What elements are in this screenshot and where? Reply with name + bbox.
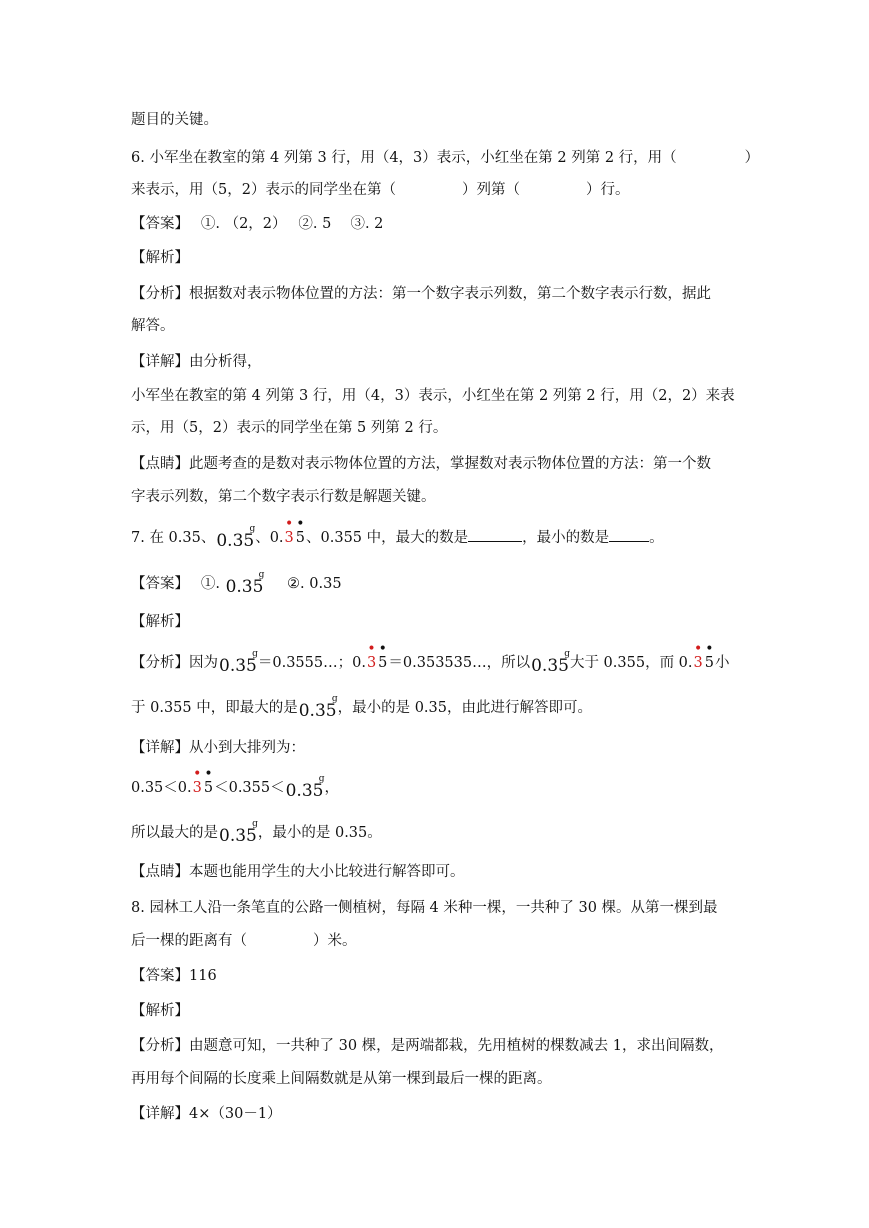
text: ，最小的数是 xyxy=(522,530,610,546)
text: 。 xyxy=(649,530,664,546)
text-line: 题目的关键。 xyxy=(131,112,218,128)
text: 、0.355 中，最大的数是 xyxy=(306,530,469,546)
analysis-6-cont: 解答。 xyxy=(131,318,175,334)
repeating-number: 0.35 g xyxy=(298,694,338,721)
repeating-number: 0.35 g xyxy=(531,649,570,676)
repeating-number: 0.35 g xyxy=(216,524,256,551)
analysis-7-cont xyxy=(131,694,592,721)
text: ＜0.355＜ xyxy=(214,780,285,796)
repeating-digit-5: • 5 xyxy=(295,516,306,546)
detail-7-line-3 xyxy=(131,819,382,846)
text: 所以最大的是 xyxy=(131,825,218,841)
question-6-line-1 xyxy=(131,148,759,168)
repeating-number: 0.35 g xyxy=(219,819,258,846)
repeating-digit-5: • 5 xyxy=(203,766,214,796)
analysis-header-7: 【解析】 xyxy=(131,614,189,630)
analysis-8-cont: 再用每个间隔的长度乘上间隔数就是从第一棵到最后一棵的距离。 xyxy=(131,1071,552,1087)
text: ＝0.3555…；0. xyxy=(257,655,366,671)
text: 【分析】因为 xyxy=(131,655,218,671)
detail-7: 【详解】从小到大排列为： xyxy=(131,740,305,756)
text: 于 0.355 中，即最大的是 xyxy=(131,700,298,716)
repeating-digit-3: • 3 xyxy=(284,516,294,546)
text: ）米。 xyxy=(313,933,357,949)
text: ②. 0.35 xyxy=(287,576,342,592)
text: 【答案】 ①. xyxy=(131,576,220,592)
question-8-line-1: 8. 园林工人沿一条笔直的公路一侧植树，每隔 4 米种一棵，一共种了 30 棵。从第一棵到最 xyxy=(131,900,718,916)
comment-7: 【点睛】本题也能用学生的大小比较进行解答即可。 xyxy=(131,864,465,880)
question-7 xyxy=(131,516,664,551)
text: 后一棵的距离有（ xyxy=(131,933,247,949)
repeating-digit-3: • 3 xyxy=(693,641,703,671)
repeating-number: 0.35 g xyxy=(225,570,265,597)
answer-blank xyxy=(609,527,649,542)
detail-6-line-3: 示，用（5，2）表示的同学坐在第 5 列第 2 行。 xyxy=(131,420,448,436)
text: ）行。 xyxy=(585,182,630,198)
analysis-6: 【分析】根据数对表示物体位置的方法：第一个数字表示列数，第二个数字表示行数，据此 xyxy=(131,286,711,302)
repeating-digit-5: • 5 xyxy=(704,641,714,671)
analysis-7 xyxy=(131,641,730,676)
repeating-digit-3: • 3 xyxy=(366,641,377,671)
text: ，最小的是 0.35，由此进行解答即可。 xyxy=(337,700,592,716)
text: ＝0.353535…，所以 xyxy=(388,655,531,671)
repeating-number: 0.35 g xyxy=(285,774,325,801)
text: ） xyxy=(744,150,760,166)
detail-7-line-2 xyxy=(131,766,339,801)
repeating-digit-3: • 3 xyxy=(192,766,202,796)
answer-6: 【答案】 ①. （2，2） ②. 5 ③. 2 xyxy=(131,216,384,232)
detail-8: 【详解】4×（30－1） xyxy=(131,1106,282,1122)
text: ， xyxy=(324,780,339,796)
answer-7 xyxy=(131,570,342,597)
answer-blank xyxy=(468,527,522,542)
question-6-line-2 xyxy=(131,180,629,200)
question-8-line-2 xyxy=(131,931,357,951)
analysis-header-8: 【解析】 xyxy=(131,1003,189,1019)
text: 7. 在 0.35、 xyxy=(131,530,216,546)
text: ）列第（ xyxy=(461,182,520,198)
comment-6: 【点睛】此题考查的是数对表示物体位置的方法，掌握数对表示物体位置的方法：第一个数 xyxy=(131,456,711,472)
detail-6-line-2: 小军坐在教室的第 4 列第 3 行，用（4，3）表示，小红坐在第 2 列第 2 行，用（2，2）来表 xyxy=(131,388,735,404)
detail-6: 【详解】由分析得， xyxy=(131,354,262,370)
text: 小 xyxy=(715,655,730,671)
comment-6-cont: 字表示列数，第二个数字表示行数是解题关键。 xyxy=(131,489,436,505)
repeating-digit-5: • 5 xyxy=(378,641,388,671)
text: 大于 0.355，而 0. xyxy=(569,655,693,671)
text: 0.35＜0. xyxy=(131,780,192,796)
text: 6. 小军坐在教室的第 4 列第 3 行，用（4，3）表示，小红坐在第 2 列第 2 行，用（ xyxy=(131,150,677,166)
answer-8: 【答案】116 xyxy=(131,968,217,984)
analysis-8: 【分析】由题意可知，一共种了 30 棵，是两端都栽，先用植树的棵数减去 1，求出间隔数， xyxy=(131,1038,724,1054)
text: 、0. xyxy=(255,530,284,546)
analysis-header-6: 【解析】 xyxy=(131,250,189,266)
text: ，最小的是 0.35。 xyxy=(257,825,382,841)
text: 来表示，用（5，2）表示的同学坐在第（ xyxy=(131,182,396,198)
repeating-number: 0.35 g xyxy=(219,649,258,676)
